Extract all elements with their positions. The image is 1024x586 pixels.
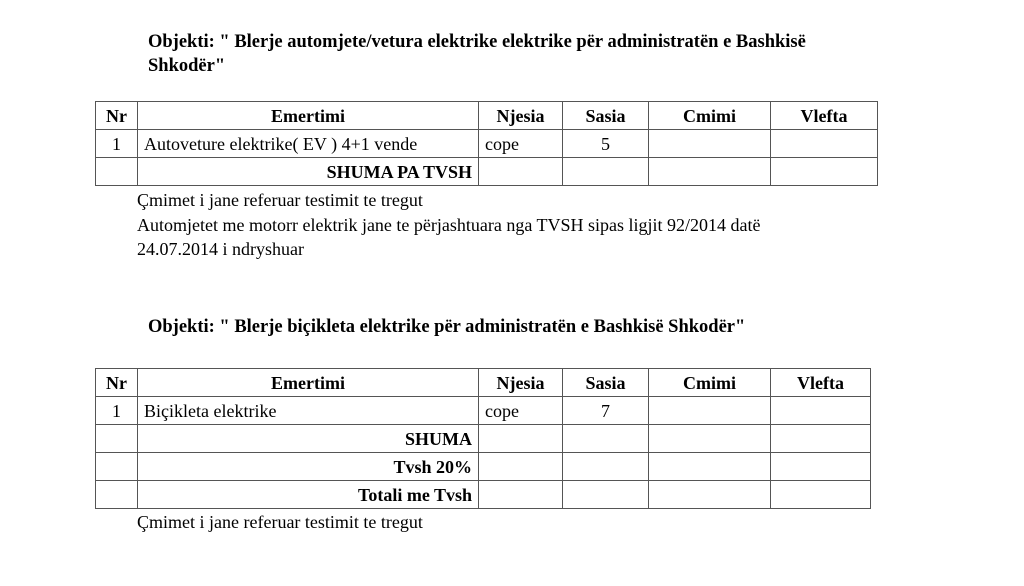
cell-empty: [96, 481, 138, 509]
cell-sasia: 7: [563, 397, 649, 425]
cell-empty: [563, 481, 649, 509]
cell-cmimi: [649, 397, 771, 425]
header-emertimi: Emertimi: [138, 102, 479, 130]
table-header-row: [96, 102, 878, 130]
header-vlefta: Vlefta: [771, 369, 871, 397]
section2-note: Çmimet i jane referuar testimit te tregut: [137, 512, 423, 532]
cell-empty: [771, 158, 878, 186]
sum-row: [96, 425, 871, 453]
cell-emertimi: Biçikleta elektrike: [138, 397, 479, 425]
header-sasia: Sasia: [563, 102, 649, 130]
section1-title: [148, 30, 806, 78]
vat-label: Tvsh 20%: [138, 453, 479, 481]
section1-note-1: Çmimet i jane referuar testimit te tregut: [137, 190, 423, 210]
section1-note-3: 24.07.2014 i ndryshuar: [137, 239, 304, 259]
cell-sasia: 5: [563, 130, 649, 158]
section1-title-line2: Shkodër": [148, 56, 226, 76]
header-cmimi: Cmimi: [649, 102, 771, 130]
grand-total-label: Totali me Tvsh: [138, 481, 479, 509]
cell-empty: [771, 453, 871, 481]
sum-label: SHUMA: [138, 425, 479, 453]
header-nr: Nr: [96, 102, 138, 130]
cell-empty: [479, 481, 563, 509]
section1-title-line1: Objekti: " Blerje automjete/vetura elektrike elektrike për administratën e Bashkisë: [148, 32, 806, 52]
cell-empty: [563, 425, 649, 453]
cell-nr: 1: [96, 397, 138, 425]
cell-vlefta: [771, 397, 871, 425]
cell-empty: [479, 158, 563, 186]
cell-empty: [649, 481, 771, 509]
cell-empty: [96, 453, 138, 481]
header-sasia: Sasia: [563, 369, 649, 397]
cell-empty: [479, 453, 563, 481]
header-nr: Nr: [96, 369, 138, 397]
cell-njesia: cope: [479, 130, 563, 158]
section1-note-2: Automjetet me motorr elektrik jane te përjashtuara nga TVSH sipas ligjit 92/2014 datë: [137, 215, 761, 235]
cell-empty: [771, 481, 871, 509]
cell-emertimi: Autoveture elektrike( EV ) 4+1 vende: [138, 130, 479, 158]
total-label: SHUMA PA TVSH: [138, 158, 479, 186]
cell-empty: [649, 425, 771, 453]
cell-empty: [479, 425, 563, 453]
cell-cmimi: [649, 130, 771, 158]
header-njesia: Njesia: [479, 369, 563, 397]
header-vlefta: Vlefta: [771, 102, 878, 130]
table-header-row: [96, 369, 871, 397]
table-row: [96, 130, 878, 158]
vat-row: [96, 453, 871, 481]
cell-empty: [96, 425, 138, 453]
section2-title: Objekti: " Blerje biçikleta elektrike për administratën e Bashkisë Shkodër": [148, 317, 746, 337]
cell-empty: [96, 158, 138, 186]
cell-njesia: cope: [479, 397, 563, 425]
cell-vlefta: [771, 130, 878, 158]
cell-nr: 1: [96, 130, 138, 158]
bicycles-table: [95, 368, 871, 509]
cell-empty: [649, 158, 771, 186]
table-row: [96, 397, 871, 425]
total-row: [96, 158, 878, 186]
cell-empty: [649, 453, 771, 481]
cell-empty: [771, 425, 871, 453]
cell-empty: [563, 158, 649, 186]
header-njesia: Njesia: [479, 102, 563, 130]
header-cmimi: Cmimi: [649, 369, 771, 397]
cell-empty: [563, 453, 649, 481]
header-emertimi: Emertimi: [138, 369, 479, 397]
grand-total-row: [96, 481, 871, 509]
vehicles-table: [95, 101, 878, 186]
